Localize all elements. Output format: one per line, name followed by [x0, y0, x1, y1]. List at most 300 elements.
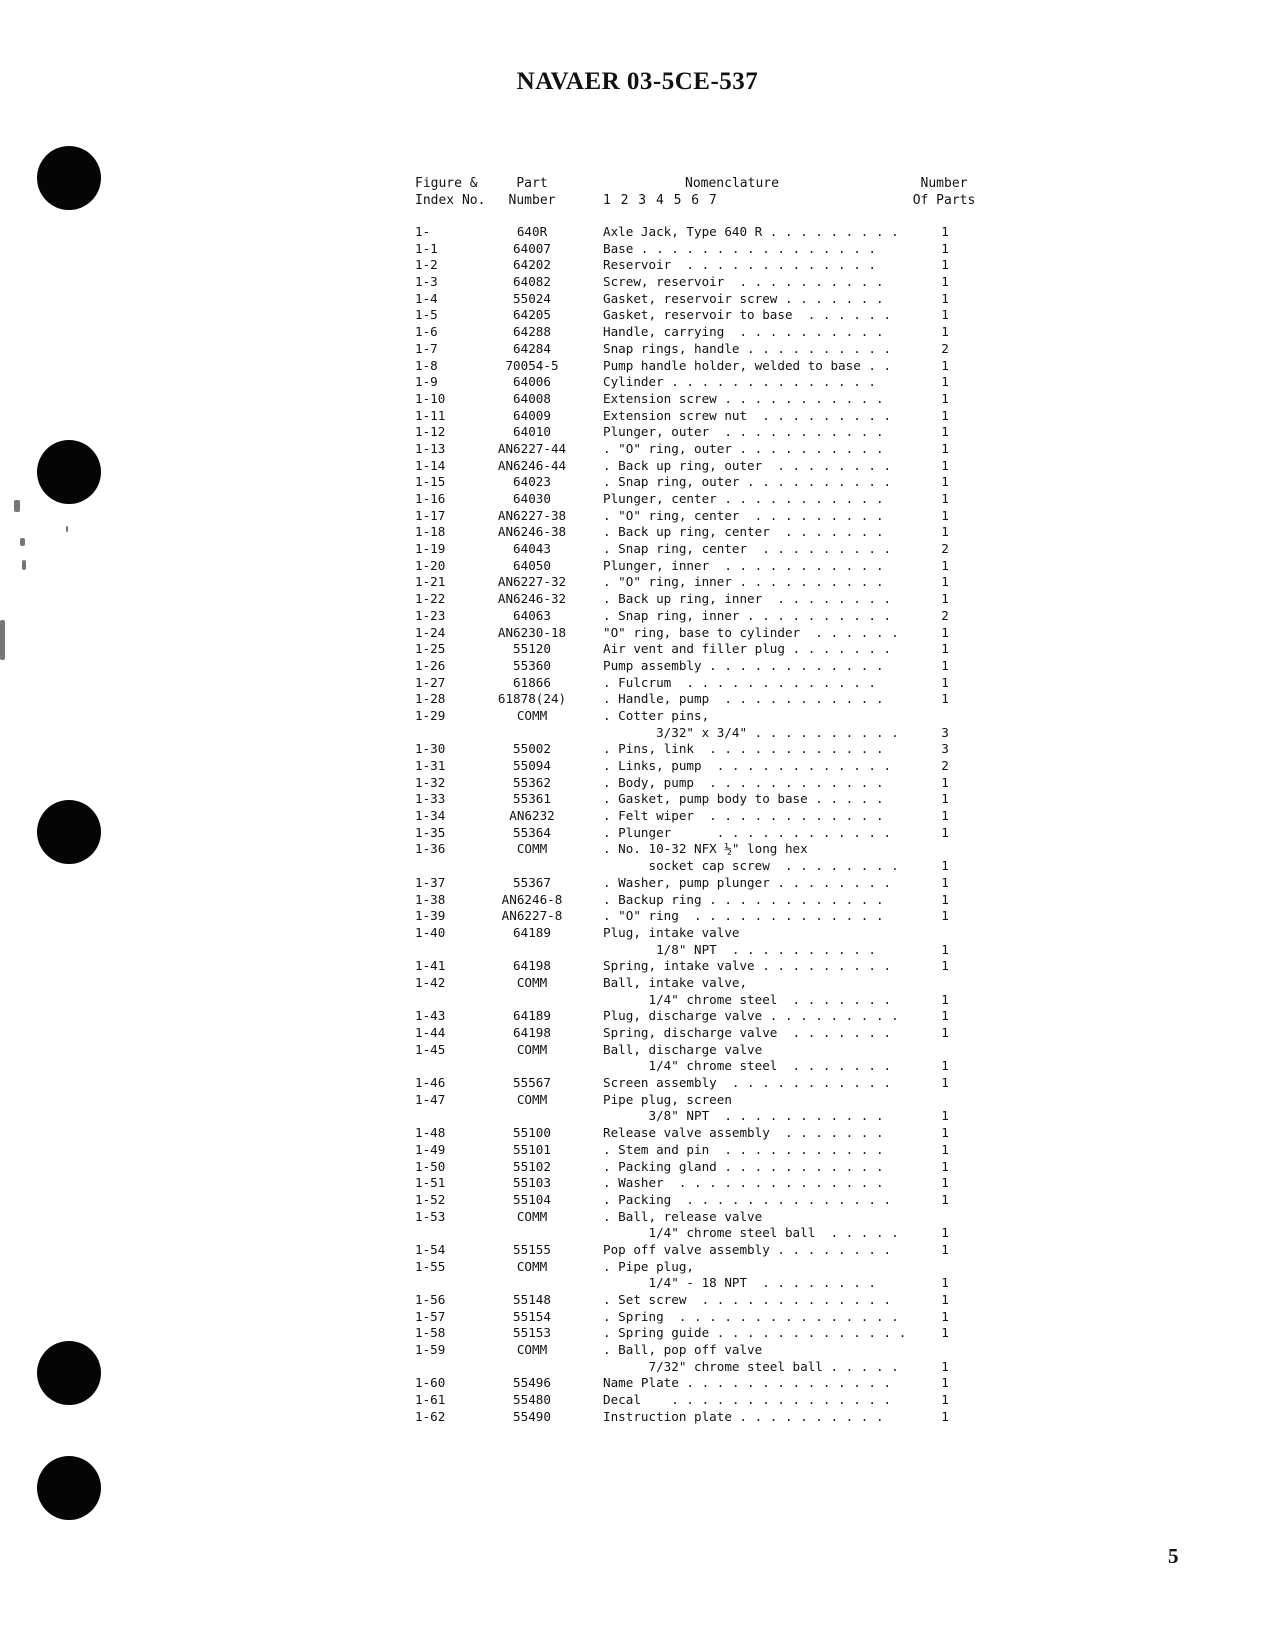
nomenclature-cell: . Ball, pop off valve	[603, 1342, 763, 1358]
part-number-cell: 55567	[513, 1075, 551, 1091]
table-row	[0, 341, 1275, 358]
figure-index-cell: 1-20	[415, 557, 446, 573]
quantity-cell: 1	[941, 290, 949, 306]
quantity-cell: 3	[941, 741, 949, 757]
quantity-cell: 1	[941, 1125, 949, 1141]
part-number-cell: 55360	[513, 657, 551, 673]
table-row	[0, 975, 1275, 992]
figure-index-cell: 1-9	[415, 374, 438, 390]
table-row	[0, 1225, 1275, 1242]
quantity-cell: 1	[941, 1025, 949, 1040]
table-row	[0, 1142, 1275, 1159]
part-number-cell: 61878(24)	[497, 691, 567, 707]
table-row	[0, 741, 1275, 758]
part-number-cell: COMM	[516, 974, 548, 990]
figure-index-cell: 1-57	[415, 1308, 446, 1324]
part-number-cell: 64006	[513, 374, 551, 390]
table-row	[0, 1242, 1275, 1259]
nomenclature-cell: . Snap ring, outer . . . . . . . . . .	[603, 474, 892, 490]
nomenclature-cell: . Gasket, pump body to base . . . . .	[603, 791, 884, 807]
figure-index-cell: 1-55	[415, 1258, 446, 1274]
part-number-cell: COMM	[516, 1091, 548, 1107]
table-row	[0, 841, 1275, 858]
quantity-cell: 1	[941, 1392, 949, 1408]
nomenclature-cell: Pop off valve assembly . . . . . . . .	[603, 1241, 892, 1257]
nomenclature-cell: Spring, intake valve . . . . . . . . .	[603, 958, 892, 974]
nomenclature-cell: . "O" ring, center . . . . . . . . .	[603, 507, 884, 523]
table-row	[0, 691, 1275, 708]
nomenclature-cell: Cylinder . . . . . . . . . . . . . .	[603, 374, 876, 390]
quantity-cell: 1	[941, 1308, 949, 1324]
nomenclature-cell: Axle Jack, Type 640 R . . . . . . . . .	[603, 224, 899, 239]
nomenclature-cell: . "O" ring, outer . . . . . . . . . .	[603, 440, 884, 456]
figure-index-cell: 1-35	[415, 824, 446, 840]
nomenclature-cell: . Packing . . . . . . . . . . . . . .	[603, 1191, 892, 1207]
figure-index-cell: 1-48	[415, 1125, 446, 1141]
table-row	[0, 1092, 1275, 1109]
quantity-cell: 1	[941, 307, 949, 323]
nomenclature-cell: 1/4" chrome steel . . . . . . .	[603, 1058, 892, 1074]
table-row	[0, 725, 1275, 742]
figure-index-cell: 1-19	[415, 541, 446, 557]
table-row	[0, 307, 1275, 324]
part-number-cell: AN6246-32	[497, 591, 567, 607]
nomenclature-cell: . Packing gland . . . . . . . . . . .	[603, 1158, 884, 1174]
nomenclature-cell: "O" ring, base to cylinder . . . . . .	[603, 624, 899, 640]
quantity-cell: 1	[941, 624, 949, 640]
figure-index-cell: 1-54	[415, 1241, 446, 1257]
quantity-cell: 1	[941, 1075, 949, 1091]
quantity-cell: 1	[941, 507, 949, 523]
quantity-cell: 1	[941, 1241, 949, 1257]
quantity-cell: 1	[941, 908, 949, 924]
table-row	[0, 374, 1275, 391]
part-number-cell: 64050	[513, 557, 551, 573]
figure-index-cell: 1-16	[415, 491, 446, 506]
nomenclature-cell: Name Plate . . . . . . . . . . . . . .	[603, 1375, 892, 1391]
figure-index-cell: 1-31	[415, 758, 446, 773]
quantity-cell: 1	[941, 1275, 949, 1291]
part-number-cell: 64007	[513, 240, 551, 256]
nomenclature-cell: Pipe plug, screen	[603, 1091, 732, 1107]
part-number-cell: 64202	[513, 257, 551, 273]
table-row	[0, 291, 1275, 308]
table-row	[0, 424, 1275, 441]
table-row	[0, 558, 1275, 575]
figure-index-cell: 1-44	[415, 1025, 446, 1040]
part-number-cell: 55153	[513, 1325, 551, 1341]
nomenclature-cell: . Spring guide . . . . . . . . . . . . .	[603, 1325, 907, 1341]
figure-index-cell: 1-18	[415, 524, 446, 540]
figure-index-cell: 1-61	[415, 1392, 446, 1408]
part-number-cell: 55496	[513, 1375, 551, 1391]
quantity-cell: 1	[941, 1058, 949, 1074]
column-header-nomenclature: Nomenclature 1 2 3 4 5 6 7	[603, 176, 779, 208]
part-number-cell: 64205	[513, 307, 551, 323]
quantity-cell: 1	[941, 240, 949, 256]
table-row	[0, 224, 1275, 241]
table-row	[0, 408, 1275, 425]
part-number-cell: COMM	[516, 1041, 548, 1057]
part-number-cell: 55094	[513, 758, 551, 773]
figure-index-cell: 1-1	[415, 240, 438, 256]
part-number-cell: AN6227-38	[497, 507, 567, 523]
figure-index-cell: 1-25	[415, 641, 446, 657]
table-row	[0, 1125, 1275, 1142]
nomenclature-cell: . Spring . . . . . . . . . . . . . . .	[603, 1308, 899, 1324]
figure-index-cell: 1-58	[415, 1325, 446, 1341]
figure-index-cell: 1-52	[415, 1191, 446, 1207]
table-row	[0, 625, 1275, 642]
quantity-cell: 1	[941, 574, 949, 590]
nomenclature-cell: Handle, carrying . . . . . . . . . .	[603, 324, 884, 340]
quantity-cell: 1	[941, 424, 949, 440]
figure-index-cell: 1-39	[415, 908, 446, 924]
quantity-cell: 1	[941, 1175, 949, 1191]
column-header-part-number: Part Number	[508, 176, 556, 208]
quantity-cell: 1	[941, 390, 949, 406]
nomenclature-cell: Gasket, reservoir to base . . . . . .	[603, 307, 892, 323]
quantity-cell: 2	[941, 541, 949, 557]
part-number-cell: COMM	[516, 841, 548, 857]
quantity-cell: 1	[941, 257, 949, 273]
table-row	[0, 358, 1275, 375]
table-row	[0, 491, 1275, 508]
figure-index-cell: 1-26	[415, 657, 446, 673]
table-row	[0, 1359, 1275, 1376]
quantity-cell: 1	[941, 1408, 949, 1424]
table-row	[0, 1275, 1275, 1292]
part-number-cell: 55120	[513, 641, 551, 657]
table-row	[0, 1058, 1275, 1075]
quantity-cell: 1	[941, 1108, 949, 1124]
nomenclature-cell: Extension screw nut . . . . . . . . .	[603, 407, 892, 423]
part-number-cell: 55480	[513, 1392, 551, 1408]
figure-index-cell: 1-7	[415, 340, 438, 356]
part-number-cell: 55155	[513, 1241, 551, 1257]
quantity-cell: 1	[941, 858, 949, 874]
part-number-cell: 55103	[513, 1175, 551, 1191]
table-row	[0, 474, 1275, 491]
table-row	[0, 992, 1275, 1009]
quantity-cell: 1	[941, 941, 949, 957]
nomenclature-cell: Plunger, inner . . . . . . . . . . .	[603, 557, 884, 573]
table-row	[0, 1309, 1275, 1326]
table-row	[0, 892, 1275, 909]
figure-index-cell: 1-41	[415, 958, 446, 974]
figure-index-cell: 1-49	[415, 1141, 446, 1157]
figure-index-cell: 1-5	[415, 307, 438, 323]
nomenclature-cell: . Back up ring, center . . . . . . .	[603, 524, 884, 540]
table-row	[0, 675, 1275, 692]
table-row	[0, 1325, 1275, 1342]
figure-index-cell: 1-6	[415, 324, 438, 340]
part-number-cell: AN6227-32	[497, 574, 567, 590]
nomenclature-cell: 1/8" NPT . . . . . . . . . .	[603, 941, 876, 957]
nomenclature-cell: . Felt wiper . . . . . . . . . . . .	[603, 808, 884, 824]
figure-index-cell: 1-13	[415, 440, 446, 456]
nomenclature-cell: Spring, discharge valve . . . . . . .	[603, 1025, 892, 1040]
nomenclature-cell: Plug, intake valve	[603, 924, 740, 940]
figure-index-cell: 1-32	[415, 774, 446, 790]
nomenclature-cell: Screw, reservoir . . . . . . . . . .	[603, 274, 884, 290]
quantity-cell: 1	[941, 357, 949, 373]
quantity-cell: 1	[941, 1375, 949, 1391]
part-number-cell: COMM	[516, 707, 548, 723]
nomenclature-cell: Pump assembly . . . . . . . . . . . .	[603, 657, 884, 673]
quantity-cell: 1	[941, 774, 949, 790]
table-row	[0, 641, 1275, 658]
figure-index-cell: 1-43	[415, 1008, 446, 1024]
nomenclature-cell: . Washer, pump plunger . . . . . . . .	[603, 874, 892, 890]
part-number-cell: 55102	[513, 1158, 551, 1174]
part-number-cell: 64198	[513, 958, 551, 974]
figure-index-cell: 1-60	[415, 1375, 446, 1391]
figure-index-cell: 1-8	[415, 357, 438, 373]
quantity-cell: 1	[941, 457, 949, 473]
table-row	[0, 1008, 1275, 1025]
part-number-cell: 70054-5	[505, 357, 559, 373]
figure-index-cell: 1-42	[415, 974, 446, 990]
table-row	[0, 942, 1275, 959]
column-header-number-of-parts: Number Of Parts	[912, 176, 976, 208]
figure-index-cell: 1-36	[415, 841, 446, 857]
table-row	[0, 1375, 1275, 1392]
part-number-cell: 55364	[513, 824, 551, 840]
column-header-figure-index: Figure & Index No.	[415, 176, 486, 208]
quantity-cell: 1	[941, 791, 949, 807]
nomenclature-cell: . Washer . . . . . . . . . . . . . .	[603, 1175, 884, 1191]
table-row	[0, 524, 1275, 541]
table-row	[0, 1259, 1275, 1276]
figure-index-cell: 1-21	[415, 574, 446, 590]
quantity-cell: 1	[941, 474, 949, 490]
table-row	[0, 925, 1275, 942]
nomenclature-cell: 3/32" x 3/4" . . . . . . . . . .	[603, 724, 899, 740]
quantity-cell: 1	[941, 274, 949, 290]
nomenclature-cell: 7/32" chrome steel ball . . . . .	[603, 1358, 899, 1374]
table-row	[0, 591, 1275, 608]
nomenclature-cell: . Pipe plug,	[603, 1258, 694, 1274]
part-number-cell: AN6227-8	[501, 908, 563, 924]
nomenclature-cell: 1/4" - 18 NPT . . . . . . . .	[603, 1275, 876, 1291]
page-number: 5	[1168, 1544, 1179, 1568]
part-number-cell: 64063	[513, 607, 551, 623]
binder-hole-1	[37, 146, 101, 210]
figure-index-cell: 1-14	[415, 457, 446, 473]
part-number-cell: AN6230-18	[497, 624, 567, 640]
figure-index-cell: 1-3	[415, 274, 438, 290]
nomenclature-cell: . Handle, pump . . . . . . . . . . .	[603, 691, 884, 707]
table-row	[0, 958, 1275, 975]
quantity-cell: 1	[941, 1191, 949, 1207]
figure-index-cell: 1-24	[415, 624, 446, 640]
figure-index-cell: 1-45	[415, 1041, 446, 1057]
table-row	[0, 908, 1275, 925]
table-row	[0, 241, 1275, 258]
part-number-cell: 55148	[513, 1292, 551, 1307]
quantity-cell: 1	[941, 374, 949, 390]
quantity-cell: 1	[941, 440, 949, 456]
table-row	[0, 825, 1275, 842]
quantity-cell: 1	[941, 674, 949, 690]
part-number-cell: AN6246-44	[497, 457, 567, 473]
binder-hole-5	[37, 1456, 101, 1520]
table-row	[0, 1342, 1275, 1359]
table-row	[0, 508, 1275, 525]
nomenclature-cell: socket cap screw . . . . . . . .	[603, 858, 899, 874]
table-row	[0, 1108, 1275, 1125]
document-title: NAVAER 03-5CE-537	[516, 68, 759, 95]
nomenclature-cell: . Ball, release valve	[603, 1208, 763, 1224]
table-row	[0, 458, 1275, 475]
part-number-cell: 64010	[513, 424, 551, 440]
part-number-cell: 64198	[513, 1025, 551, 1040]
nomenclature-cell: . "O" ring, inner . . . . . . . . . .	[603, 574, 884, 590]
part-number-cell: 55101	[513, 1141, 551, 1157]
part-number-cell: 55367	[513, 874, 551, 890]
nomenclature-cell: . Stem and pin . . . . . . . . . . .	[603, 1141, 884, 1157]
figure-index-cell: 1-62	[415, 1408, 446, 1424]
part-number-cell: 64030	[513, 491, 551, 506]
nomenclature-cell: Instruction plate . . . . . . . . . .	[603, 1408, 884, 1424]
part-number-cell: 64082	[513, 274, 551, 290]
part-number-cell: COMM	[516, 1258, 548, 1274]
quantity-cell: 1	[941, 407, 949, 423]
nomenclature-cell: . Links, pump . . . . . . . . . . . .	[603, 758, 892, 773]
part-number-cell: 64008	[513, 390, 551, 406]
quantity-cell: 1	[941, 1141, 949, 1157]
table-row	[0, 658, 1275, 675]
figure-index-cell: 1-30	[415, 741, 446, 757]
quantity-cell: 1	[941, 824, 949, 840]
figure-index-cell: 1-12	[415, 424, 446, 440]
table-row	[0, 1292, 1275, 1309]
figure-index-cell: 1-28	[415, 691, 446, 707]
table-row	[0, 1159, 1275, 1176]
nomenclature-cell: 1/4" chrome steel ball . . . . .	[603, 1225, 899, 1241]
quantity-cell: 1	[941, 1358, 949, 1374]
quantity-cell: 1	[941, 524, 949, 540]
nomenclature-cell: 1/4" chrome steel . . . . . . .	[603, 991, 892, 1007]
table-row	[0, 875, 1275, 892]
part-number-cell: 55100	[513, 1125, 551, 1141]
nomenclature-cell: . Set screw . . . . . . . . . . . . .	[603, 1292, 892, 1307]
quantity-cell: 1	[941, 1325, 949, 1341]
nomenclature-cell: Release valve assembly . . . . . . .	[603, 1125, 884, 1141]
table-row	[0, 257, 1275, 274]
figure-index-cell: 1-34	[415, 808, 446, 824]
table-row	[0, 858, 1275, 875]
part-number-cell: 64009	[513, 407, 551, 423]
figure-index-cell: 1-29	[415, 707, 446, 723]
figure-index-cell: 1-40	[415, 924, 446, 940]
figure-index-cell: 1-37	[415, 874, 446, 890]
part-number-cell: COMM	[516, 1342, 548, 1358]
quantity-cell: 3	[941, 724, 949, 740]
nomenclature-cell: . Back up ring, inner . . . . . . . .	[603, 591, 892, 607]
quantity-cell: 1	[941, 874, 949, 890]
nomenclature-cell: . Snap ring, center . . . . . . . . .	[603, 541, 892, 557]
nomenclature-cell: Snap rings, handle . . . . . . . . . .	[603, 340, 892, 356]
nomenclature-cell: . Back up ring, outer . . . . . . . .	[603, 457, 892, 473]
part-number-cell: 55002	[513, 741, 551, 757]
part-number-cell: AN6227-44	[497, 440, 567, 456]
part-number-cell: 64288	[513, 324, 551, 340]
part-number-cell: COMM	[516, 1208, 548, 1224]
nomenclature-cell: Plug, discharge valve . . . . . . . . .	[603, 1008, 899, 1024]
figure-index-cell: 1-47	[415, 1091, 446, 1107]
nomenclature-cell: Base . . . . . . . . . . . . . . . .	[603, 240, 876, 256]
figure-index-cell: 1-38	[415, 891, 446, 907]
quantity-cell: 1	[941, 491, 949, 506]
table-row	[0, 441, 1275, 458]
figure-index-cell: 1-56	[415, 1292, 446, 1307]
part-number-cell: AN6232	[509, 808, 555, 824]
nomenclature-cell: 3/8" NPT . . . . . . . . . . .	[603, 1108, 884, 1124]
table-row	[0, 541, 1275, 558]
quantity-cell: 2	[941, 758, 949, 773]
quantity-cell: 2	[941, 340, 949, 356]
nomenclature-cell: . Plunger . . . . . . . . . . . .	[603, 824, 892, 840]
nomenclature-cell: Decal . . . . . . . . . . . . . . .	[603, 1392, 892, 1408]
part-number-cell: 55024	[513, 290, 551, 306]
table-row	[0, 1392, 1275, 1409]
table-row	[0, 1192, 1275, 1209]
quantity-cell: 1	[941, 991, 949, 1007]
quantity-cell: 1	[941, 224, 949, 239]
figure-index-cell: 1-22	[415, 591, 446, 607]
nomenclature-cell: . Backup ring . . . . . . . . . . . .	[603, 891, 884, 907]
quantity-cell: 1	[941, 641, 949, 657]
part-number-cell: 55154	[513, 1308, 551, 1324]
quantity-cell: 1	[941, 1158, 949, 1174]
table-row	[0, 1175, 1275, 1192]
part-number-cell: 55104	[513, 1191, 551, 1207]
part-number-cell: 64043	[513, 541, 551, 557]
table-row	[0, 324, 1275, 341]
nomenclature-cell: Plunger, center . . . . . . . . . . .	[603, 491, 884, 506]
table-row	[0, 758, 1275, 775]
part-number-cell: 64023	[513, 474, 551, 490]
figure-index-cell: 1-	[415, 224, 431, 239]
nomenclature-cell: Ball, discharge valve	[603, 1041, 763, 1057]
table-row	[0, 808, 1275, 825]
nomenclature-cell: Gasket, reservoir screw . . . . . . .	[603, 290, 884, 306]
nomenclature-cell: . Cotter pins,	[603, 707, 710, 723]
nomenclature-cell: Reservoir . . . . . . . . . . . . .	[603, 257, 876, 273]
quantity-cell: 1	[941, 557, 949, 573]
nomenclature-cell: Ball, intake valve,	[603, 974, 748, 990]
figure-index-cell: 1-46	[415, 1075, 446, 1091]
nomenclature-cell: Screen assembly . . . . . . . . . . .	[603, 1075, 892, 1091]
quantity-cell: 1	[941, 657, 949, 673]
figure-index-cell: 1-15	[415, 474, 446, 490]
table-row	[0, 1075, 1275, 1092]
part-number-cell: 64189	[513, 924, 551, 940]
table-row	[0, 791, 1275, 808]
nomenclature-cell: . "O" ring . . . . . . . . . . . . .	[603, 908, 884, 924]
table-row	[0, 274, 1275, 291]
figure-index-cell: 1-53	[415, 1208, 446, 1224]
quantity-cell: 1	[941, 891, 949, 907]
nomenclature-cell: Pump handle holder, welded to base . .	[603, 357, 892, 373]
table-row	[0, 574, 1275, 591]
figure-index-cell: 1-10	[415, 390, 446, 406]
table-row	[0, 708, 1275, 725]
table-row	[0, 775, 1275, 792]
quantity-cell: 1	[941, 591, 949, 607]
